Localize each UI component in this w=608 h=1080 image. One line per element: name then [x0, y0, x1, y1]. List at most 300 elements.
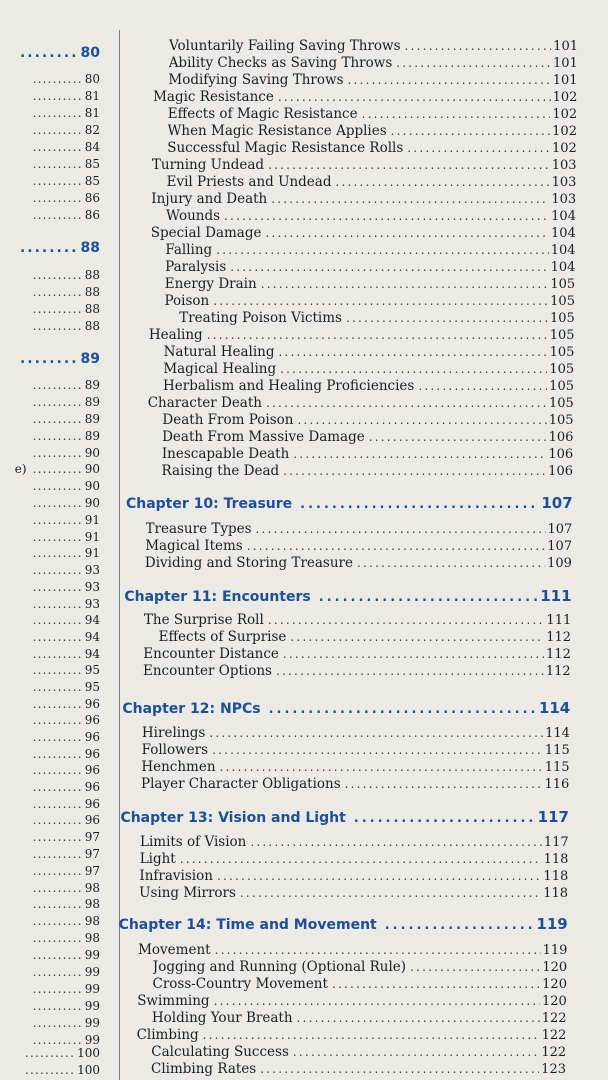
toc-entry[interactable] — [138, 942, 567, 958]
page-number: 107 — [547, 539, 573, 554]
leader-dots: .......... — [32, 302, 83, 316]
toc-entry[interactable] — [142, 725, 570, 741]
page-number: 89 — [84, 378, 100, 392]
leader-dots — [212, 743, 543, 757]
toc-entry[interactable] — [144, 612, 571, 628]
leader-dots — [369, 430, 547, 444]
entry-title: Light — [139, 851, 176, 867]
leader-dots — [297, 413, 546, 427]
leader-dots — [410, 960, 540, 974]
entry-title: Treasure Types — [145, 521, 252, 537]
page-number: 97 — [84, 864, 100, 878]
entry-title: Successful Magic Resistance Rolls — [167, 140, 404, 156]
entry-title: Healing — [148, 327, 203, 343]
page-number: 105 — [549, 328, 575, 343]
leader-dots: .......... — [32, 513, 83, 527]
toc-entry[interactable] — [162, 429, 573, 445]
leader-dots: .......... — [32, 697, 83, 711]
page-number: 106 — [548, 447, 574, 462]
page-number: 99 — [84, 948, 100, 962]
page-number: 102 — [552, 90, 578, 105]
leader-dots — [278, 345, 547, 359]
page-number: 99 — [84, 1016, 100, 1030]
entry-title: Death From Massive Damage — [162, 429, 365, 445]
leader-dots — [391, 124, 551, 138]
leader-dots: .......... — [32, 830, 83, 844]
page-number: 115 — [544, 743, 570, 758]
page-number: 115 — [544, 760, 570, 775]
page-number: 93 — [84, 580, 100, 594]
leader-dots: .......... — [32, 429, 83, 443]
page-number: 84 — [84, 140, 100, 154]
page-number: 104 — [551, 209, 576, 224]
page-number: 88 — [84, 268, 100, 282]
toc-entry[interactable] — [151, 1044, 566, 1060]
entry-title: Effects of Magic Resistance — [167, 106, 358, 122]
page-number: 96 — [84, 713, 100, 727]
entry-title: Holding Your Breath — [151, 1010, 293, 1026]
leader-dots — [203, 1028, 540, 1042]
toc-entry[interactable] — [169, 38, 578, 54]
page-number: 105 — [550, 294, 575, 309]
entry-title: Calculating Success — [151, 1044, 289, 1060]
leader-dots — [283, 647, 544, 661]
entry-title: Swimming — [137, 993, 210, 1009]
toc-entry[interactable] — [152, 157, 577, 173]
page-number: 112 — [546, 647, 571, 662]
page-number: 109 — [547, 556, 572, 571]
page-number: 99 — [84, 982, 100, 996]
entry-title: Magical Items — [145, 538, 243, 554]
leader-dots — [215, 943, 541, 957]
leader-dots: .......... — [32, 747, 83, 761]
leader-dots — [250, 835, 541, 849]
toc-entry[interactable] — [145, 555, 572, 571]
leader-dots — [319, 590, 537, 605]
entry-title: Natural Healing — [163, 344, 275, 360]
entry-title: Ability Checks as Saving Throws — [168, 55, 393, 71]
page-number: 105 — [549, 311, 575, 326]
page-number: 107 — [541, 494, 573, 512]
leader-dots: .......... — [32, 157, 83, 171]
entry-title: Wounds — [166, 208, 221, 224]
page-number: 90 — [84, 479, 100, 493]
toc-entry[interactable] — [165, 242, 575, 258]
entry-title: Player Character Obligations — [141, 776, 341, 792]
entry-title: Injury and Death — [151, 191, 268, 207]
page-number: 104 — [550, 243, 576, 258]
leader-dots: .......... — [32, 630, 83, 644]
chapter-heading[interactable] — [124, 587, 571, 605]
leader-dots: .......... — [32, 914, 83, 928]
toc-entry[interactable] — [159, 629, 571, 645]
leader-dots: .......... — [32, 72, 83, 86]
page-number: 105 — [548, 396, 574, 411]
page-number: 88 — [84, 285, 100, 299]
entry-title: Voluntarily Failing Saving Throws — [169, 38, 401, 54]
entry-title: Magical Healing — [163, 361, 277, 377]
entry-title: Herbalism and Healing Proficiencies — [163, 378, 415, 394]
leader-dots — [336, 175, 550, 189]
page-number: 111 — [546, 613, 572, 628]
leader-dots — [266, 396, 547, 410]
page-number: 102 — [552, 107, 578, 122]
page-number: 90 — [84, 462, 100, 476]
entry-title: Treating Poison Victims — [179, 310, 342, 326]
page-number: 117 — [537, 808, 569, 826]
leader-dots — [357, 556, 545, 570]
toc-entry[interactable] — [163, 378, 574, 394]
toc-entry[interactable] — [168, 123, 577, 139]
page-number: 96 — [84, 763, 100, 777]
page-number: 91 — [84, 513, 100, 527]
leader-dots — [261, 277, 549, 291]
leader-dots: .......... — [32, 931, 83, 945]
toc-entry[interactable] — [163, 361, 574, 377]
toc-entry[interactable] — [179, 310, 575, 326]
leader-dots — [362, 107, 551, 121]
toc-entry[interactable] — [165, 276, 575, 292]
toc-entry[interactable] — [152, 976, 567, 992]
leader-dots — [216, 243, 549, 257]
toc-entry[interactable] — [153, 89, 577, 105]
page-number: 105 — [548, 413, 574, 428]
page-number: 96 — [84, 747, 100, 761]
leader-dots — [283, 464, 546, 478]
page-number: 89 — [80, 351, 100, 367]
leader-dots — [293, 1045, 539, 1059]
toc-entry[interactable] — [168, 106, 577, 122]
toc-entry[interactable] — [148, 395, 574, 411]
page-number: 80 — [80, 45, 100, 61]
leader-dots: .......... — [32, 378, 83, 392]
leader-dots — [180, 852, 542, 866]
entry-title: The Surprise Roll — [143, 612, 264, 628]
leader-dots: .......... — [24, 1046, 76, 1060]
entry-title: Evil Priests and Undead — [166, 174, 332, 190]
leader-dots: .......... — [32, 647, 83, 661]
leader-dots — [240, 886, 541, 900]
leader-dots: .......... — [32, 580, 83, 594]
leader-dots: .......... — [32, 479, 83, 493]
leader-dots: .......... — [32, 613, 83, 627]
leader-dots: .......... — [32, 208, 83, 222]
page-number: 81 — [84, 106, 100, 120]
page-number: 90 — [84, 446, 100, 460]
leader-dots — [217, 869, 541, 883]
page-number: 96 — [84, 813, 100, 827]
entry-title: Followers — [141, 742, 209, 758]
entry-title: Effects of Surprise — [158, 629, 287, 645]
entry-title: Energy Drain — [164, 276, 257, 292]
page-number: 111 — [540, 587, 572, 605]
entry-title: When Magic Resistance Applies — [167, 123, 387, 139]
entry-title: Climbing — [136, 1027, 199, 1043]
toc-entry[interactable] — [153, 959, 567, 975]
leader-dots — [265, 226, 548, 240]
leader-dots — [260, 1062, 539, 1076]
leader-dots: .......... — [32, 191, 83, 205]
page-number: 116 — [544, 777, 570, 792]
leader-dots: .......... — [32, 999, 83, 1013]
toc-entry[interactable] — [143, 663, 571, 679]
entry-title: Encounter Options — [143, 663, 272, 679]
toc-entry[interactable] — [152, 1010, 567, 1026]
leader-dots — [256, 522, 546, 536]
page-number: 117 — [543, 835, 569, 850]
toc-entry[interactable] — [140, 834, 569, 850]
leader-dots — [407, 141, 550, 155]
leader-dots — [278, 90, 551, 104]
leader-dots: .......... — [32, 797, 83, 811]
page-number: 81 — [84, 89, 100, 103]
toc-entry[interactable] — [140, 851, 569, 867]
leader-dots: ........ — [19, 240, 79, 256]
page-number: 105 — [549, 362, 575, 377]
toc-entry[interactable] — [151, 1061, 566, 1077]
leader-dots — [290, 630, 544, 644]
leader-dots — [345, 777, 543, 791]
leader-dots — [332, 977, 540, 991]
leader-dots: .......... — [32, 663, 83, 677]
leader-dots: .......... — [32, 462, 83, 476]
toc-entry[interactable] — [141, 776, 569, 792]
chapter-title: Chapter 10: Treasure — [125, 496, 293, 512]
leader-dots — [396, 56, 551, 70]
toc-entry[interactable] — [162, 463, 573, 479]
toc-entry[interactable] — [146, 521, 573, 537]
leader-dots — [405, 39, 552, 53]
page-number: 97 — [84, 847, 100, 861]
page-number: 96 — [84, 780, 100, 794]
left-entry-fragment: e) — [14, 462, 27, 476]
leader-dots — [268, 158, 550, 172]
leader-dots: .......... — [32, 982, 83, 996]
page-number: 98 — [84, 881, 100, 895]
entry-title: Infravision — [139, 868, 213, 884]
page-number: 119 — [542, 943, 568, 958]
leader-dots: .......... — [32, 174, 83, 188]
leader-dots — [247, 539, 546, 553]
page-number: 118 — [543, 852, 569, 867]
chapter-title: Chapter 12: NPCs — [122, 701, 261, 717]
entry-title: Cross-Country Movement — [152, 976, 328, 992]
page-number: 122 — [541, 1011, 567, 1026]
leader-dots: .......... — [32, 713, 83, 727]
page-number: 100 — [77, 1046, 100, 1060]
leader-dots — [276, 664, 544, 678]
leader-dots — [346, 311, 548, 325]
page-number: 100 — [77, 1063, 100, 1077]
toc-entry[interactable] — [168, 72, 577, 88]
page-number: 104 — [550, 226, 576, 241]
page-number: 101 — [553, 39, 578, 54]
page-number: 95 — [84, 663, 100, 677]
leader-dots: .......... — [24, 1063, 76, 1077]
entry-title: Limits of Vision — [139, 834, 247, 850]
page-number: 86 — [84, 191, 100, 205]
entry-title: Turning Undead — [151, 157, 265, 173]
leader-dots: .......... — [32, 140, 83, 154]
page-number: 85 — [84, 157, 100, 171]
toc-entry[interactable] — [139, 868, 568, 884]
toc-entry[interactable] — [137, 1027, 567, 1043]
entry-title: Magic Resistance — [153, 89, 274, 105]
leader-dots — [293, 447, 546, 461]
leader-dots: .......... — [32, 546, 83, 560]
page-number: 104 — [550, 260, 576, 275]
page-number: 95 — [84, 680, 100, 694]
leader-dots — [280, 362, 547, 376]
leader-dots — [209, 726, 543, 740]
leader-dots — [230, 260, 548, 274]
page-number: 106 — [548, 430, 574, 445]
entry-title: Encounter Distance — [143, 646, 279, 662]
entry-title: Modifying Saving Throws — [168, 72, 344, 88]
leader-dots: .......... — [32, 847, 83, 861]
leader-dots — [207, 328, 548, 342]
leader-dots: .......... — [32, 680, 83, 694]
leader-dots: .......... — [32, 1033, 83, 1047]
page-number: 102 — [551, 141, 577, 156]
page-number: 99 — [84, 999, 100, 1013]
toc-entry[interactable] — [137, 993, 567, 1009]
toc-entry[interactable] — [162, 412, 573, 428]
leader-dots — [269, 702, 536, 717]
leader-dots: .......... — [32, 897, 83, 911]
leader-dots — [297, 1011, 540, 1025]
toc-entry[interactable] — [169, 55, 578, 71]
toc-entry[interactable] — [162, 446, 573, 462]
entry-title: Raising the Dead — [161, 463, 280, 479]
page-number: 96 — [84, 730, 100, 744]
toc-entry[interactable] — [167, 174, 577, 190]
page-number: 120 — [542, 977, 567, 992]
chapter-title: Chapter 13: Vision and Light — [120, 810, 346, 826]
leader-dots — [268, 613, 545, 627]
chapter-title: Chapter 14: Time and Movement — [118, 917, 377, 933]
page-number: 89 — [84, 412, 100, 426]
toc-entry[interactable] — [149, 327, 575, 343]
chapter-heading[interactable] — [126, 494, 573, 512]
page-number: 102 — [552, 124, 577, 139]
leader-dots — [385, 918, 534, 933]
entry-title: Death From Poison — [162, 412, 294, 428]
leader-dots: .......... — [32, 563, 83, 577]
page-number: 96 — [84, 797, 100, 811]
page-number: 103 — [551, 192, 577, 207]
leader-dots: .......... — [32, 965, 83, 979]
page-number: 101 — [552, 56, 578, 71]
leader-dots: .......... — [32, 530, 83, 544]
page-number: 90 — [84, 496, 100, 510]
page-number: 112 — [545, 664, 571, 679]
entry-title: Poison — [164, 293, 210, 309]
leader-dots: .......... — [32, 780, 83, 794]
page-number: 103 — [551, 158, 577, 173]
page-number: 91 — [84, 530, 100, 544]
page-number: 122 — [541, 1028, 567, 1043]
page-number: 80 — [84, 72, 100, 86]
leader-dots: .......... — [32, 496, 83, 510]
page-number: 105 — [549, 379, 574, 394]
leader-dots — [418, 379, 547, 393]
toc-entry[interactable] — [166, 208, 576, 224]
page-number: 93 — [84, 597, 100, 611]
leader-dots: .......... — [32, 948, 83, 962]
page-number: 98 — [84, 897, 100, 911]
page-number: 82 — [84, 123, 100, 137]
page-number: 93 — [84, 563, 100, 577]
toc-entry[interactable] — [151, 191, 576, 207]
entry-title: Special Damage — [150, 225, 262, 241]
leader-dots — [348, 73, 551, 87]
leader-dots: .......... — [32, 123, 83, 137]
page-number: 98 — [84, 914, 100, 928]
entry-title: Movement — [138, 942, 211, 958]
toc-entry[interactable] — [165, 293, 575, 309]
page-number: 94 — [84, 613, 100, 627]
page-number: 114 — [545, 726, 570, 741]
page-number: 123 — [541, 1062, 566, 1077]
page-number: 85 — [84, 174, 100, 188]
chapter-title: Chapter 11: Encounters — [124, 589, 311, 605]
toc-entry[interactable] — [141, 759, 569, 775]
leader-dots: .......... — [32, 268, 83, 282]
leader-dots: .......... — [32, 864, 83, 878]
leader-dots — [214, 994, 540, 1008]
page-number: 122 — [541, 1045, 567, 1060]
leader-dots: .......... — [32, 881, 83, 895]
page-number: 119 — [536, 915, 568, 933]
chapter-heading[interactable] — [122, 699, 570, 717]
entry-title: Falling — [165, 242, 213, 258]
entry-title: Inescapable Death — [161, 446, 290, 462]
page-number: 88 — [84, 319, 100, 333]
leader-dots — [224, 209, 549, 223]
leader-dots — [271, 192, 549, 206]
toc-entry[interactable] — [167, 140, 577, 156]
entry-title: Climbing Rates — [151, 1061, 257, 1077]
toc-entry[interactable] — [142, 742, 570, 758]
leader-dots: .......... — [32, 285, 83, 299]
entry-title: Using Mirrors — [139, 885, 236, 901]
chapter-heading[interactable] — [120, 808, 569, 826]
page-number: 120 — [542, 960, 568, 975]
page-number: 120 — [541, 994, 567, 1009]
toc-entry[interactable] — [145, 538, 572, 554]
page-number: 96 — [84, 697, 100, 711]
page-number: 99 — [84, 965, 100, 979]
entry-title: Dividing and Storing Treasure — [144, 555, 354, 571]
toc-entry[interactable] — [139, 885, 568, 901]
toc-entry[interactable] — [165, 259, 575, 275]
leader-dots: .......... — [32, 597, 83, 611]
chapter-heading[interactable] — [119, 915, 568, 933]
page-number: 101 — [552, 73, 578, 88]
page-number: 88 — [80, 240, 100, 256]
entry-title: Hirelings — [141, 725, 206, 741]
page-number: 107 — [547, 522, 573, 537]
toc-entry[interactable] — [143, 646, 571, 662]
entry-title: Paralysis — [165, 259, 227, 275]
leader-dots: .......... — [32, 412, 83, 426]
leader-dots: .......... — [32, 763, 83, 777]
leader-dots — [220, 760, 543, 774]
toc-entry[interactable] — [151, 225, 576, 241]
toc-entry[interactable] — [164, 344, 575, 360]
leader-dots — [213, 294, 548, 308]
